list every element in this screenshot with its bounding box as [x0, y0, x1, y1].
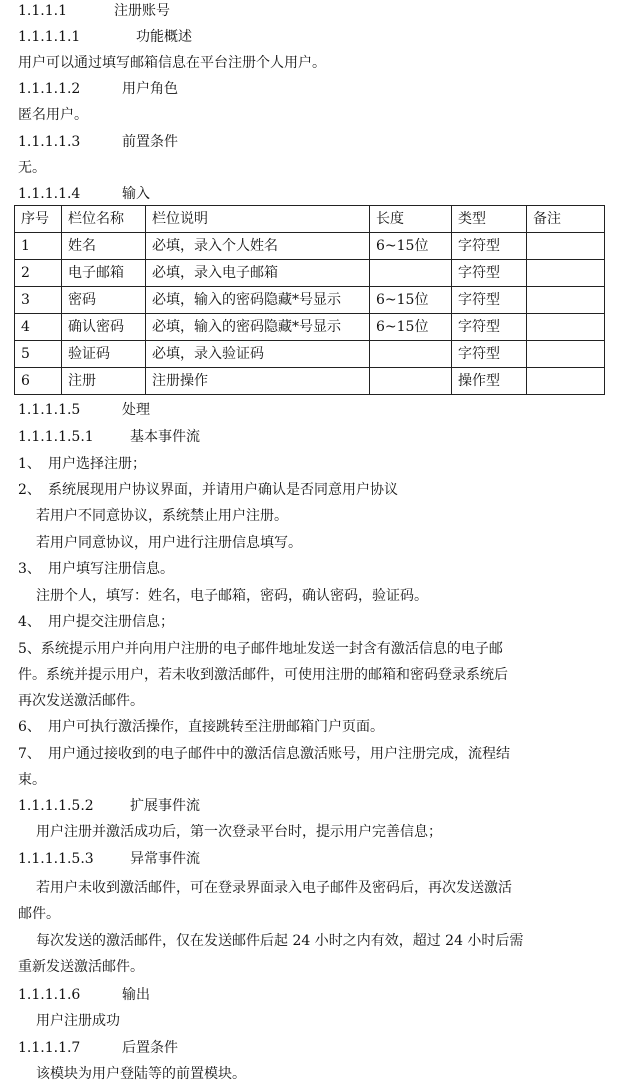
table-cell	[370, 341, 452, 368]
exception-paragraph-1-line-2: 邮件。	[18, 906, 60, 922]
paragraph-user-role: 匿名用户。	[18, 107, 88, 123]
flow-step-1	[18, 455, 146, 473]
step-number: 3、	[18, 561, 41, 577]
heading-processing	[18, 401, 150, 419]
heading-postcondition	[18, 1039, 178, 1057]
flow-step-2-disagree: 若用户不同意协议，系统禁止用户注册。	[36, 508, 288, 524]
table-cell: 4	[15, 314, 62, 341]
heading-number: 1.1.1.1.5.1	[18, 429, 94, 445]
step-text: 用户填写注册信息。	[48, 561, 174, 577]
table-cell	[527, 260, 605, 287]
header-cell: 备注	[527, 206, 605, 233]
heading-number: 1.1.1.1.5.2	[18, 798, 94, 814]
heading-function-overview	[18, 28, 192, 46]
heading-number: 1.1.1.1.7	[18, 1040, 81, 1056]
heading-register-account	[18, 2, 170, 20]
flow-step-5-line-1: 5、系统提示用户并向用户注册的电子邮件地址发送一封含有激活信息的电子邮	[18, 641, 503, 657]
table-cell: 必填，录入个人姓名	[146, 233, 370, 260]
heading-title: 功能概述	[136, 29, 192, 45]
flow-step-7-line-1	[18, 745, 510, 763]
table-cell	[527, 341, 605, 368]
heading-title: 用户角色	[122, 81, 178, 97]
table-cell: 操作型	[452, 368, 527, 395]
table-cell: 字符型	[452, 341, 527, 368]
table-cell: 注册操作	[146, 368, 370, 395]
heading-title: 输入	[122, 186, 150, 202]
header-cell: 序号	[15, 206, 62, 233]
table-cell: 确认密码	[62, 314, 146, 341]
paragraph-precondition: 无。	[18, 160, 46, 176]
table-cell	[370, 368, 452, 395]
flow-step-2	[18, 481, 398, 499]
step-number: 1、	[18, 456, 41, 472]
flow-step-7-line-2: 束。	[18, 772, 46, 788]
table-row	[15, 287, 605, 314]
table-cell: 必填，输入的密码隐藏*号显示	[146, 314, 370, 341]
flow-step-5-line-3: 再次发送激活邮件。	[18, 693, 144, 709]
flow-step-3-detail: 注册个人，填写：姓名，电子邮箱，密码，确认密码，验证码。	[36, 588, 428, 604]
exception-paragraph-1-line-1: 若用户未收到激活邮件，可在登录界面录入电子邮件及密码后，再次发送激活	[36, 880, 512, 896]
table-cell: 字符型	[452, 233, 527, 260]
heading-number: 1.1.1.1.5.3	[18, 851, 94, 867]
heading-number: 1.1.1.1.6	[18, 987, 81, 1003]
header-cell: 类型	[452, 206, 527, 233]
paragraph-postcondition: 该模块为用户登陆等的前置模块。	[36, 1066, 246, 1082]
heading-title: 处理	[122, 402, 150, 418]
heading-title: 扩展事件流	[130, 798, 200, 814]
heading-user-role	[18, 80, 178, 98]
table-cell: 2	[15, 260, 62, 287]
heading-title: 异常事件流	[130, 851, 200, 867]
flow-step-3	[18, 560, 174, 578]
table-cell: 姓名	[62, 233, 146, 260]
step-text: 用户通过接收到的电子邮件中的激活信息激活账号，用户注册完成，流程结	[48, 746, 510, 762]
header-cell: 长度	[370, 206, 452, 233]
table-row	[15, 314, 605, 341]
step-number: 2、	[18, 482, 41, 498]
heading-input	[18, 185, 150, 203]
table-row	[15, 260, 605, 287]
header-cell: 栏位名称	[62, 206, 146, 233]
heading-number: 1.1.1.1.3	[18, 134, 81, 150]
table-cell: 6~15位	[370, 314, 452, 341]
step-number: 4、	[18, 614, 41, 630]
table-cell: 1	[15, 233, 62, 260]
step-text: 用户提交注册信息；	[48, 614, 174, 630]
table-cell	[527, 233, 605, 260]
heading-output	[18, 986, 150, 1004]
heading-basic-flow	[18, 428, 200, 446]
header-cell: 栏位说明	[146, 206, 370, 233]
table-cell: 6	[15, 368, 62, 395]
table-cell: 5	[15, 341, 62, 368]
heading-title: 前置条件	[122, 134, 178, 150]
flow-step-5-line-2: 件。系统并提示用户，若未收到激活邮件，可使用注册的邮箱和密码登录系统后	[18, 667, 508, 683]
heading-number: 1.1.1.1	[18, 3, 67, 19]
table-cell	[527, 314, 605, 341]
table-cell: 必填，录入电子邮箱	[146, 260, 370, 287]
heading-precondition	[18, 133, 178, 151]
table-cell: 必填，输入的密码隐藏*号显示	[146, 287, 370, 314]
table-cell: 电子邮箱	[62, 260, 146, 287]
step-number: 7、	[18, 746, 41, 762]
table-cell: 注册	[62, 368, 146, 395]
heading-title: 输出	[122, 987, 150, 1003]
table-cell: 必填，录入验证码	[146, 341, 370, 368]
step-text: 用户选择注册；	[48, 456, 146, 472]
table-cell	[527, 287, 605, 314]
table-cell: 字符型	[452, 314, 527, 341]
heading-number: 1.1.1.1.2	[18, 81, 81, 97]
table-row	[15, 341, 605, 368]
heading-number: 1.1.1.1.1	[18, 29, 81, 45]
table-cell: 字符型	[452, 287, 527, 314]
table-cell	[527, 368, 605, 395]
table-header-row	[15, 206, 605, 233]
exception-paragraph-2-line-2: 重新发送激活邮件。	[18, 959, 144, 975]
table-cell: 字符型	[452, 260, 527, 287]
heading-extended-flow	[18, 797, 200, 815]
step-number: 6、	[18, 719, 41, 735]
paragraph-extended-flow: 用户注册并激活成功后，第一次登录平台时，提示用户完善信息；	[36, 824, 442, 840]
table-row	[15, 368, 605, 395]
table-cell: 密码	[62, 287, 146, 314]
heading-number: 1.1.1.1.4	[18, 186, 81, 202]
heading-title: 后置条件	[122, 1040, 178, 1056]
heading-title: 注册账号	[114, 3, 170, 19]
table-cell: 验证码	[62, 341, 146, 368]
table-cell: 6~15位	[370, 287, 452, 314]
table-cell	[370, 260, 452, 287]
flow-step-6	[18, 718, 384, 736]
heading-title: 基本事件流	[130, 429, 200, 445]
table-cell: 6~15位	[370, 233, 452, 260]
flow-step-2-agree: 若用户同意协议，用户进行注册信息填写。	[36, 535, 302, 551]
input-fields-table	[14, 205, 605, 395]
table-cell: 3	[15, 287, 62, 314]
heading-exception-flow	[18, 850, 200, 868]
step-text: 用户可执行激活操作，直接跳转至注册邮箱门户页面。	[48, 719, 384, 735]
paragraph-output: 用户注册成功	[36, 1013, 120, 1029]
exception-paragraph-2-line-1: 每次发送的激活邮件，仅在发送邮件后起 24 小时之内有效，超过 24 小时后需	[36, 933, 524, 949]
flow-step-4	[18, 613, 174, 631]
paragraph-function-overview: 用户可以通过填写邮箱信息在平台注册个人用户。	[18, 55, 326, 71]
step-text: 系统展现用户协议界面，并请用户确认是否同意用户协议	[48, 482, 398, 498]
table-row	[15, 233, 605, 260]
heading-number: 1.1.1.1.5	[18, 402, 81, 418]
